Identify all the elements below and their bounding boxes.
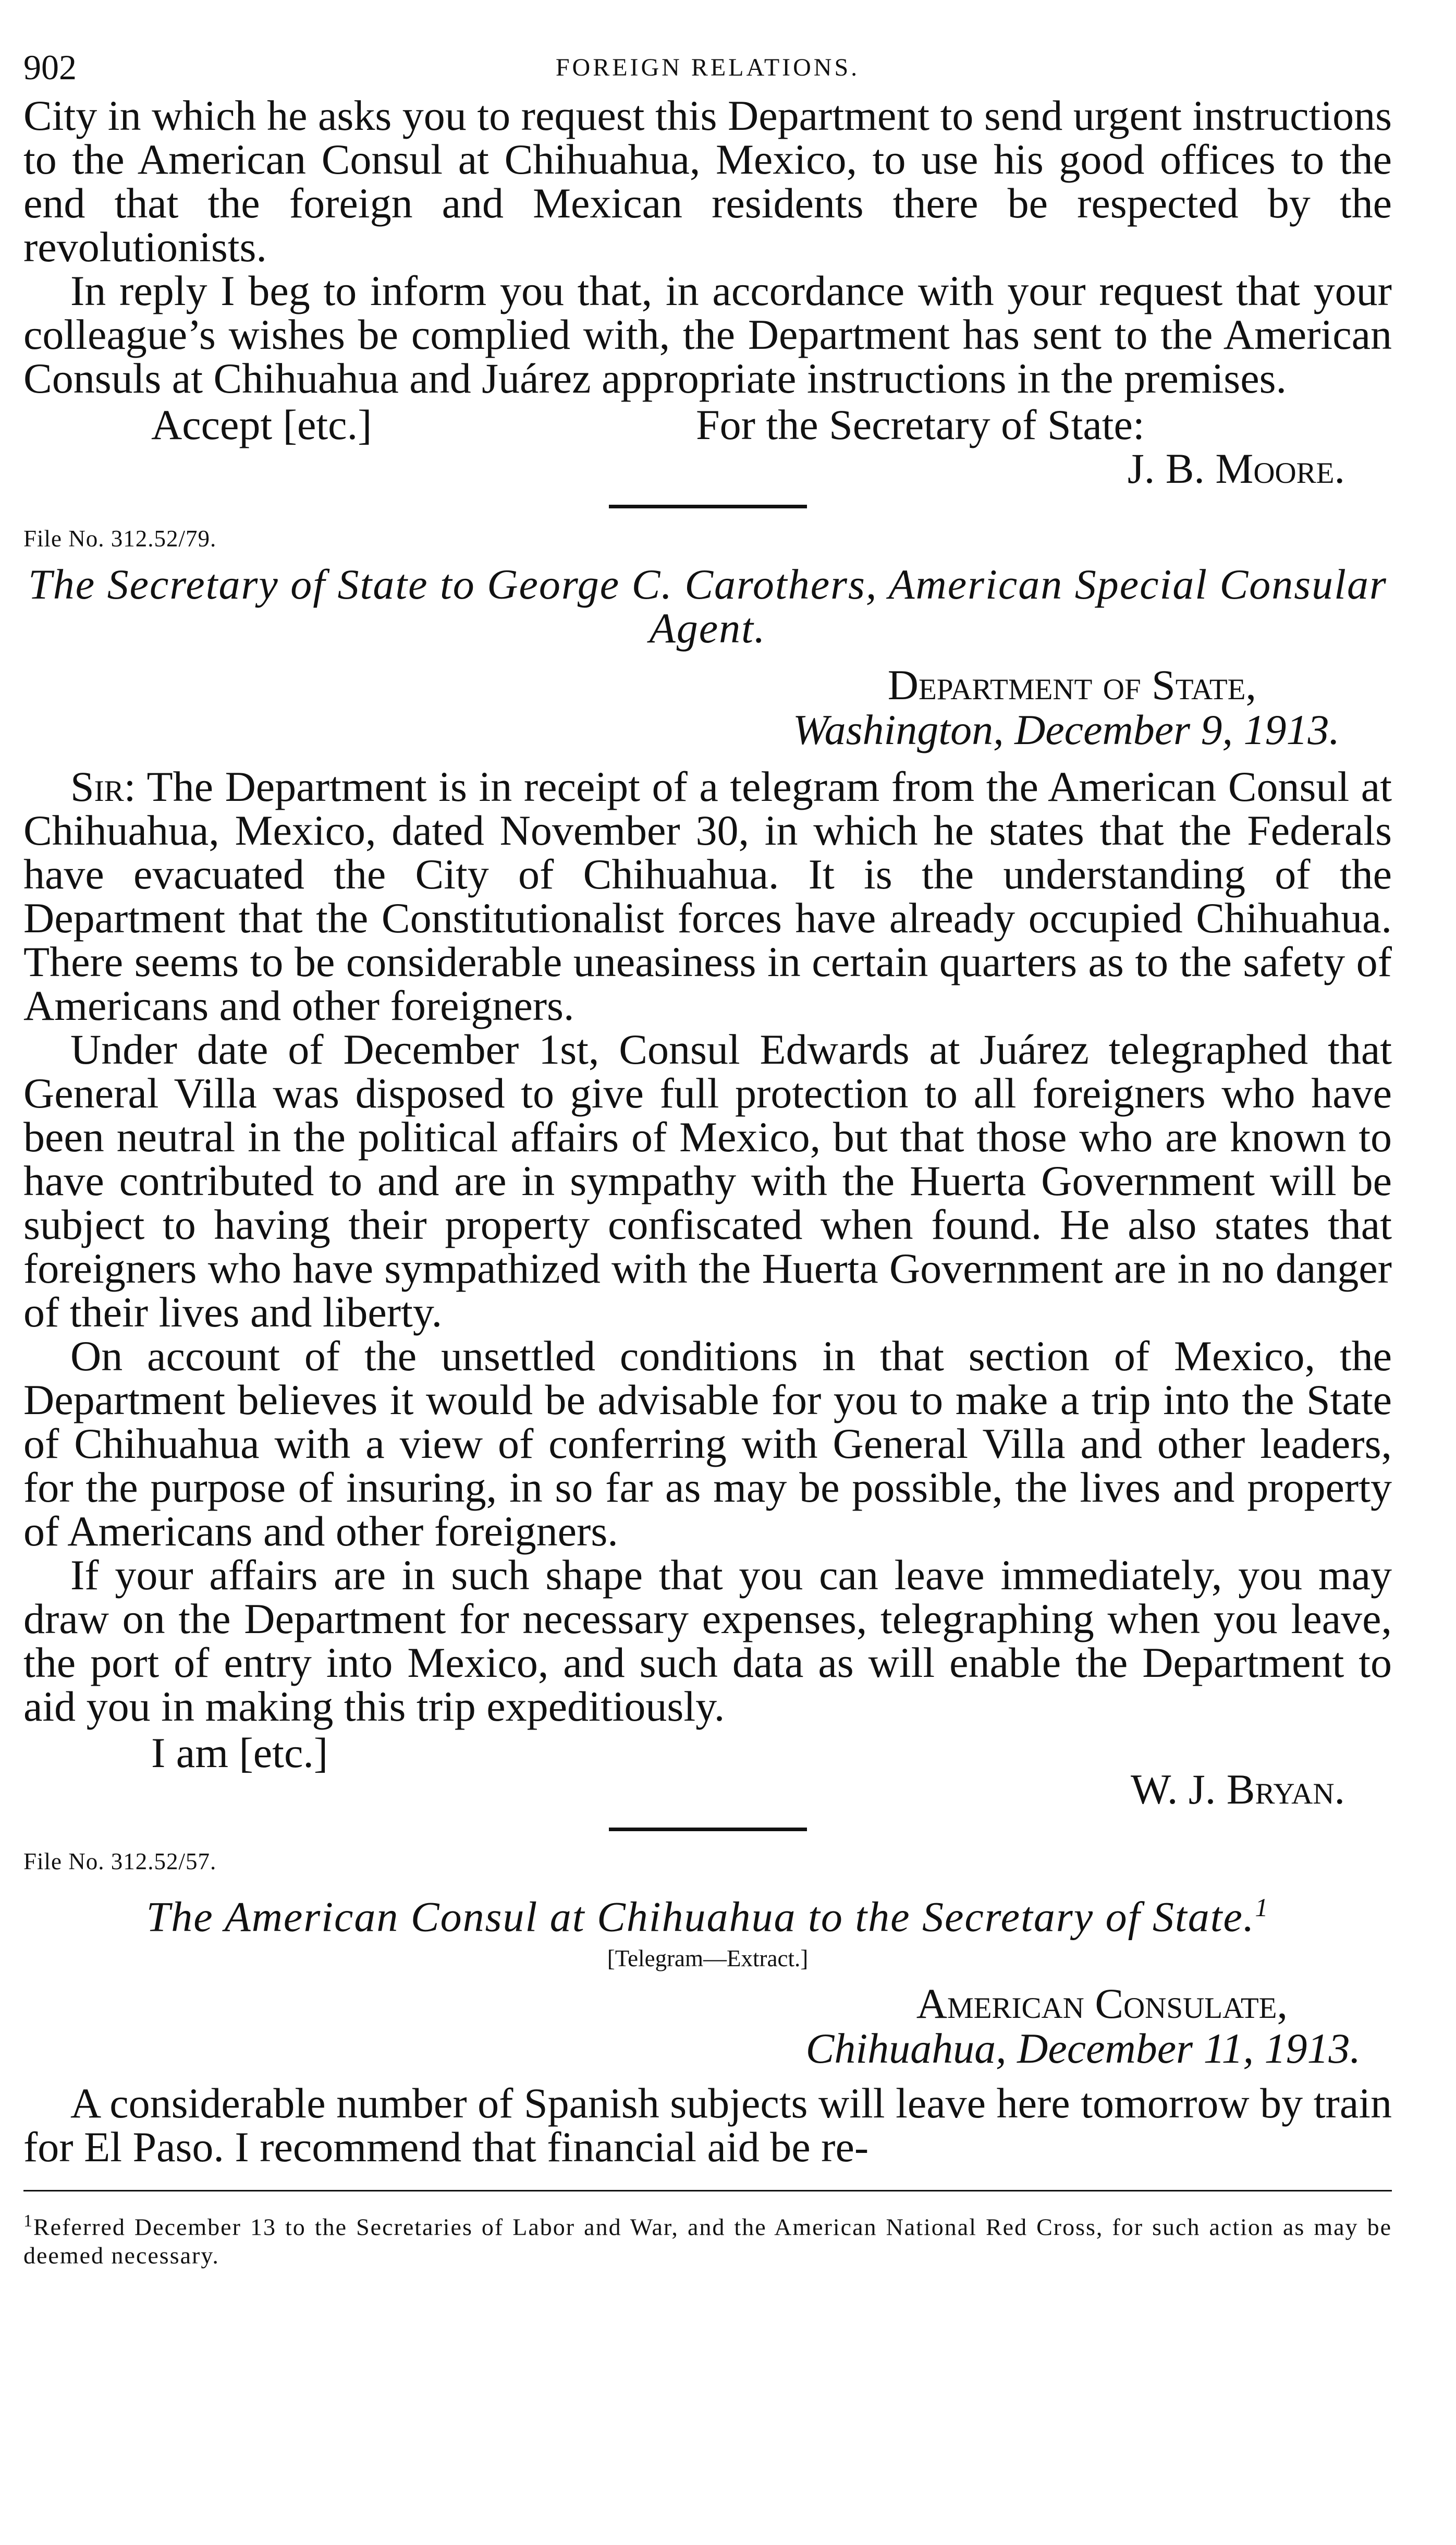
letter2-title: The Secretary of State to George C. Carothers, American Special Consular Agent.: [28, 561, 1387, 652]
letter2-paragraph-4: If your affairs are in such shape that you can leave immediately, you may draw on the Department for necessary expenses, telegraphing when you leave, the port of entry into Mexico, and such data as will enable the Department to aid you in making this trip expeditiously.: [23, 1551, 1392, 1730]
document-page: [23, 47, 1392, 2270]
letter2-paragraph-3: On account of the unsettled conditions in that section of Mexico, the Department believes it would be advisable for you to make a trip into the State of Chihuahua with a view of conferring with General Villa and other leaders, for the purpose of insuring, in so far as may be possible, the lives and property of Americans and other foreigners.: [23, 1332, 1392, 1555]
letter1-paragraph-1: City in which he asks you to request this Department to send urgent instructions to the American Consul at Chihuahua, Mexico, to use his good offices to the end that the foreign and Mexican residents there be respected by the revolutionists.: [23, 92, 1392, 271]
letter2-dateline: [23, 663, 1392, 752]
letter2-closing: [23, 1728, 1392, 1817]
letter1-closing: [23, 400, 1392, 492]
letter1-signature: J. B. Moore.: [1127, 445, 1345, 492]
section-divider: [609, 1828, 807, 1831]
footnote-text: Referred December 13 to the Secretaries of Labor and War, and the American National Red Cross, for such action as may be deemed necessary.: [23, 2213, 1392, 2269]
running-head: [23, 47, 1392, 94]
letter1-accept: Accept [etc.]: [151, 401, 372, 448]
letter3-dateline: [23, 1981, 1392, 2071]
letter2-salutation: Sir:: [70, 763, 136, 810]
letter3-telegram-note: [Telegram—Extract.]: [607, 1945, 809, 1972]
letter3-file-number: File No. 312.52/57.: [23, 1848, 217, 1874]
letter2-closing-text: I am [etc.]: [151, 1729, 328, 1776]
letter1-paragraph-2: In reply I beg to inform you that, in accordance with your request that your colleague’s wishes be complied with, the Department has sent to the American Consuls at Chihuahua and Juárez appropriate instructions in the premises.: [23, 267, 1392, 402]
letter2-dateline-date: Washington, December 9, 1913.: [792, 706, 1340, 753]
footnote: [23, 2207, 1392, 2269]
letter2-file-number: File No. 312.52/79.: [23, 526, 217, 552]
letter3-paragraph-1: A considerable number of Spanish subjects will leave here tomorrow by train for El Paso. I recommend that financial aid be re-: [23, 2079, 1392, 2171]
letter3-title-text: The American Consul at Chihuahua to the Secretary of State.: [146, 1893, 1255, 1941]
letter2-paragraph-1: [23, 765, 1392, 1028]
footnote-marker: 1: [23, 2211, 33, 2231]
letter2-signature: W. J. Bryan.: [1130, 1765, 1345, 1813]
letter2-paragraph-2: Under date of December 1st, Consul Edwards at Juárez telegraphed that General Villa was disposed to give full protection to all foreigners who have been neutral in the political affairs of Mexico, but that those who are known to have contributed to and are in sympathy with the Huerta Government will be subject to having their property confiscated when found. He also states that foreigners who have sympathized with the Huerta Government are in no danger of their lives and liberty.: [23, 1026, 1392, 1336]
letter3-title: [23, 1885, 1392, 1939]
letter2-dateline-place: Department of State,: [887, 661, 1256, 709]
section-divider: [609, 505, 807, 508]
page-number: 902: [23, 47, 77, 87]
running-title: FOREIGN RELATIONS.: [555, 54, 860, 81]
letter3-dateline-date: Chihuahua, December 11, 1913.: [805, 2025, 1361, 2073]
footnote-rule: [23, 2190, 1392, 2191]
letter1-for-secretary: For the Secretary of State:: [696, 401, 1145, 448]
letter3-footnote-marker: 1: [1255, 1893, 1269, 1922]
letter2-paragraph-1-text: The Department is in receipt of a telegram from the American Consul at Chihuahua, Mexico, dated November 30, in which he states that the Federals have evacuated the City of Chihuahua. It is the understanding of the Department that the Constitutionalist forces have already occupied Chihuahua. There seems to be considerable uneasiness in certain quarters as to the safety of Americans and other foreigners.: [23, 763, 1392, 1029]
letter3-dateline-place: American Consulate,: [916, 1980, 1288, 2028]
